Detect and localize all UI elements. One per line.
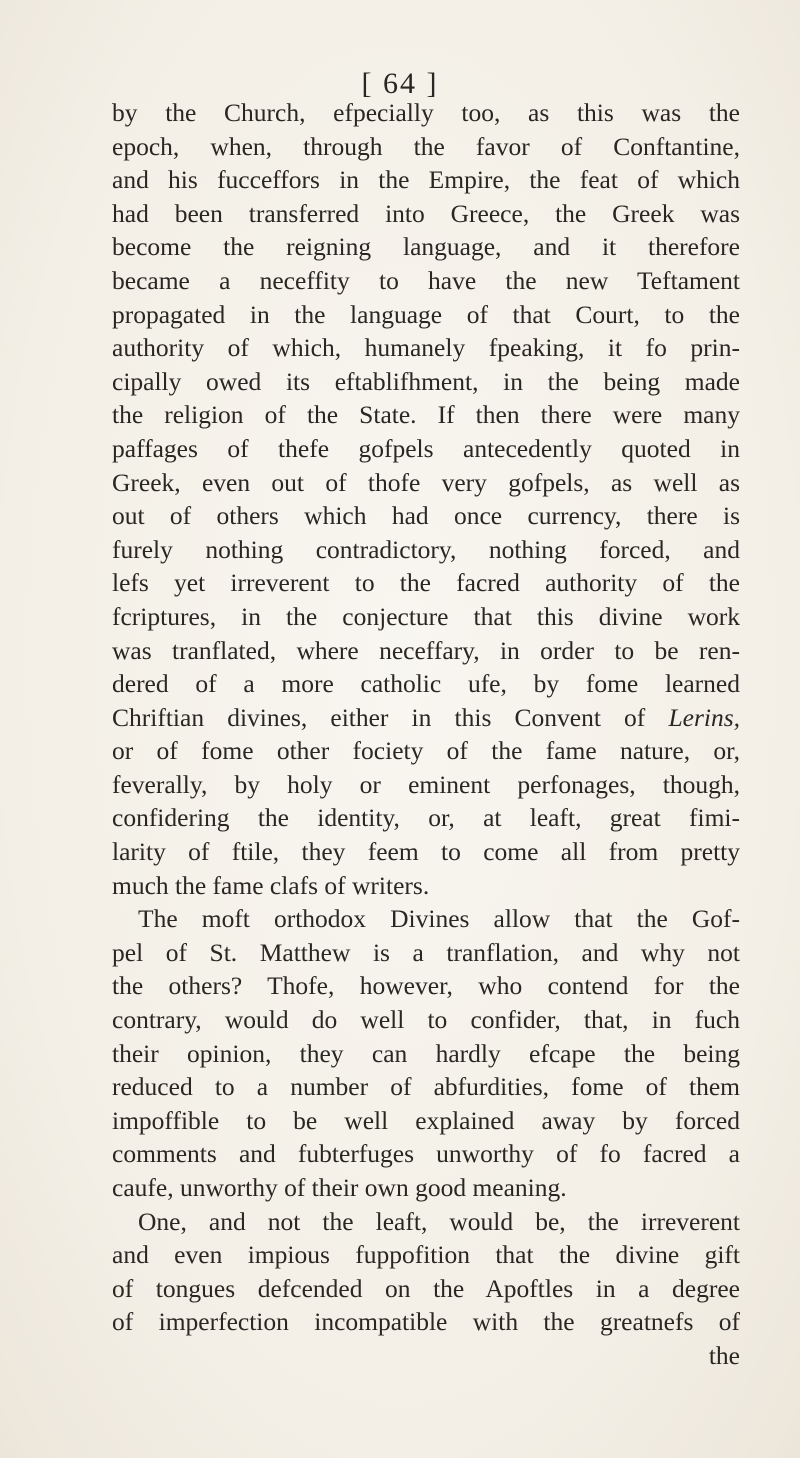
text-line: became a neceffity to have the new Teftament: [112, 265, 740, 295]
text-line: Greek, even out of thofe very gofpels, as well as: [112, 467, 740, 497]
text-line: impoffible to be well explained away by forced: [112, 1105, 740, 1135]
text-line: had been transferred into Greece, the Greek was: [112, 198, 740, 228]
italic-place-name: Lerins,: [668, 702, 740, 732]
text-line: fcriptures, in the conjecture that this divine work: [112, 601, 740, 631]
text-line: comments and fubterfuges unworthy of fo facred a: [112, 1139, 740, 1169]
text-line: of tongues defcended on the Apoftles in a degree: [112, 1273, 740, 1303]
text-line: larity of ftile, they feem to come all from pretty: [112, 837, 740, 867]
text-line: the others? Thofe, however, who contend for the: [112, 971, 740, 1001]
text-line: dered of a more catholic ufe, by fome learned: [112, 669, 740, 699]
text-line: paffages of thefe gofpels antecedently quoted in: [112, 433, 740, 463]
text-line-segment: Chriftian divines, either in this Convent of: [112, 702, 646, 732]
text-line: The moft orthodox Divines allow that the Gof-: [138, 904, 740, 934]
text-line: become the reigning language, and it therefore: [112, 232, 740, 262]
text-line: lefs yet irreverent to the facred authority of the: [112, 568, 740, 598]
text-line: by the Church, efpecially too, as this was the: [112, 98, 740, 127]
text-line: much the fame clafs of writers.: [112, 870, 430, 900]
text-line: contrary, would do well to confider, that, in fuch: [112, 1005, 740, 1035]
text-line: caufe, unworthy of their own good meaning.: [112, 1173, 567, 1202]
page-number: [ 64 ]: [361, 67, 439, 100]
text-line: furely nothing contradictory, nothing forced, and: [112, 534, 740, 564]
body-text: [112, 96, 740, 1373]
text-line: propagated in the language of that Court, to the: [112, 299, 740, 329]
text-line-with-italic: [112, 701, 740, 735]
text-line: feverally, by holy or eminent perfonages, though,: [112, 769, 740, 799]
text-line: pel of St. Matthew is a tranflation, and why not: [112, 937, 740, 967]
text-line: One, and not the leaft, would be, the irreverent: [138, 1206, 740, 1236]
text-line: cipally owed its eftablifhment, in the being made: [112, 366, 740, 396]
text-line: authority of which, humanely fpeaking, it fo prin-: [112, 333, 740, 363]
text-line: was tranflated, where neceffary, in order to be ren-: [112, 635, 740, 665]
text-line: out of others which had once currency, there is: [112, 501, 740, 531]
text-line: reduced to a number of abfurdities, fome of them: [112, 1072, 740, 1102]
text-line: of imperfection incompatible with the greatnefs of: [112, 1307, 740, 1337]
text-line: confidering the identity, or, at leaft, great fimi-: [112, 803, 740, 833]
text-line: epoch, when, through the favor of Conftantine,: [112, 131, 740, 161]
text-line: their opinion, they can hardly efcape the being: [112, 1038, 740, 1068]
text-line: and his fucceffors in the Empire, the feat of which: [112, 165, 740, 195]
text-line: the religion of the State. If then there were many: [112, 400, 740, 430]
text-line: and even impious fuppofition that the divine gift: [112, 1240, 740, 1270]
text-line: or of fome other fociety of the fame nature, or,: [112, 736, 740, 766]
catchword: the: [708, 1340, 740, 1370]
